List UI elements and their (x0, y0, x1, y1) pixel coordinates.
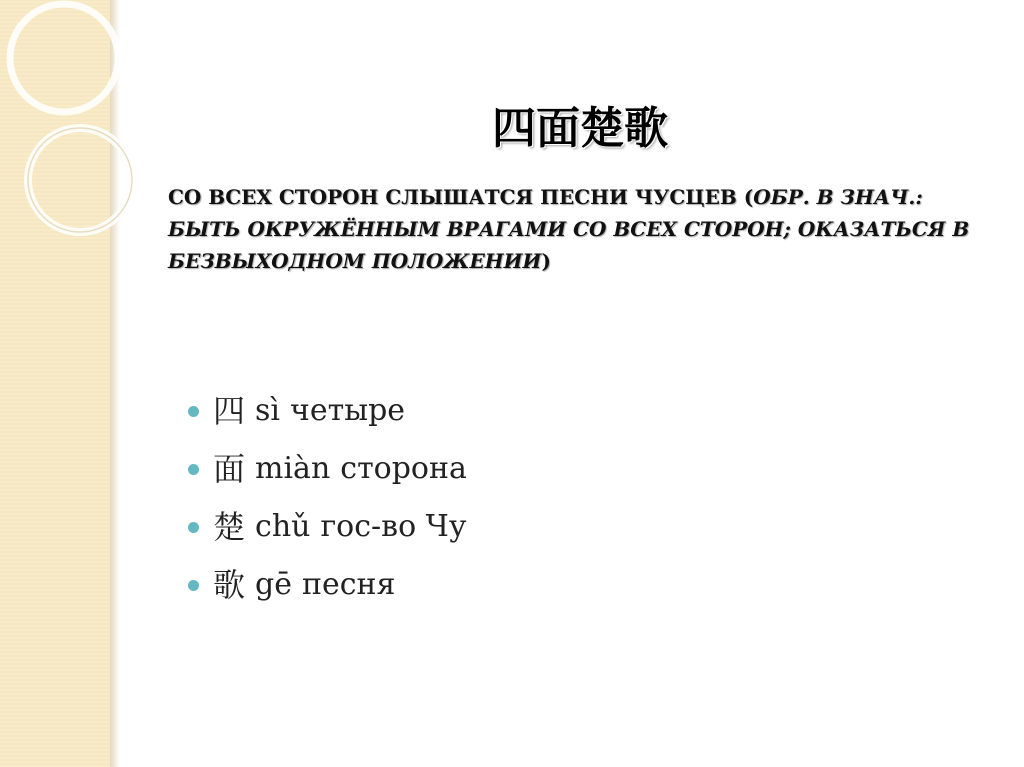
pinyin: gē (255, 567, 292, 602)
pinyin: sì (255, 393, 281, 428)
meaning: сторона (340, 451, 467, 486)
list-item (188, 498, 467, 556)
hanzi-character: 四 (213, 392, 246, 430)
hanzi-character: 歌 (213, 566, 246, 604)
slide-subtitle (168, 181, 1000, 277)
list-item (188, 556, 467, 614)
character-list (188, 382, 467, 614)
meaning: четыре (290, 393, 406, 428)
pinyin: chǔ (255, 509, 311, 544)
bullet-dot-icon (188, 522, 199, 533)
decorative-rings (0, 0, 180, 260)
hanzi-character: 面 (213, 450, 246, 488)
bullet-dot-icon (188, 406, 199, 417)
pinyin: miàn (255, 451, 331, 486)
meaning: песня (301, 567, 396, 602)
small-ring-outline (28, 128, 132, 232)
subtitle-close: ) (541, 249, 551, 273)
subtitle-main: СО ВСЕХ СТОРОН СЛЫШАТСЯ ПЕСНИ ЧУСЦЕВ ( (168, 185, 754, 209)
large-ring-icon (10, 4, 118, 112)
list-item (188, 382, 467, 440)
hanzi-character: 楚 (213, 508, 246, 546)
bullet-dot-icon (188, 464, 199, 475)
bullet-dot-icon (188, 580, 199, 591)
subtitle-italic: ОБР. В ЗНАЧ.: БЫТЬ ОКРУЖЁННЫМ ВРАГАМИ СО ВСЕХ СТОРОН; ОКАЗАТЬСЯ В БЕЗВЫХОДНОМ ПОЛОЖЕНИИ (168, 185, 970, 273)
slide-title: 四面楚歌 (492, 103, 668, 154)
list-item (188, 440, 467, 498)
meaning: гос-во Чу (320, 509, 467, 544)
